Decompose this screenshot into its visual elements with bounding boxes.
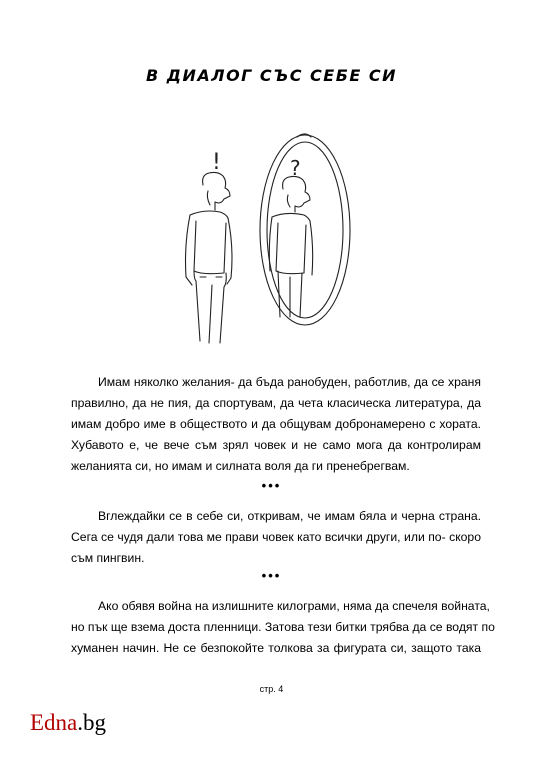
section-separator: •••	[261, 478, 282, 493]
edna-logo[interactable]	[30, 710, 106, 736]
text-line: правилно, да не пия, да спортувам, да чета класическа литература, да	[71, 396, 481, 410]
page-number: стр. 4	[259, 684, 284, 694]
logo-name: Edna	[30, 710, 78, 735]
paragraph-3	[71, 596, 495, 659]
logo-tld: .bg	[77, 710, 107, 735]
text-line: Хубавото е, че вече съм зрял човек и не само мога да контролирам	[71, 438, 481, 452]
text-line: имам добро име в обществото и да общувам добронамерено с хората.	[71, 417, 481, 431]
question-mark: ?	[290, 156, 301, 180]
text-line: Имам няколко желания- да бъда ранобуден, работлив, да се храня	[98, 375, 481, 389]
exclamation-mark: !	[212, 150, 221, 175]
reflection-figure	[269, 176, 312, 317]
text-line: Ако обявя война на излишните килограми, няма да спечеля войната,	[98, 599, 490, 613]
text-line: но пък ще взема доста пленници. Затова тези битки трябва да се водят по	[71, 620, 495, 634]
mirror-illustration	[160, 125, 380, 345]
text-line: Вглеждайки се в себе си, откривам, че имам бяла и черна страна.	[98, 509, 481, 523]
text-line: желанията си, но имам и силната воля да ги пренебрегвам.	[71, 459, 410, 473]
section-separator: •••	[261, 568, 282, 583]
paragraph-1	[71, 372, 481, 477]
mirror-frame	[260, 134, 350, 325]
text-line: Сега се чудя дали това ме прави човек като всички други, или по- скоро	[71, 530, 481, 544]
man-figure	[186, 172, 233, 343]
text-line: съм пингвин.	[71, 551, 145, 565]
page-title: В ДИАЛОГ СЪС СЕБЕ СИ	[145, 66, 398, 85]
text-line: хуманен начин. Не се безпокойте толкова за фигурата си, защото така	[71, 641, 481, 655]
paragraph-2	[71, 506, 481, 569]
